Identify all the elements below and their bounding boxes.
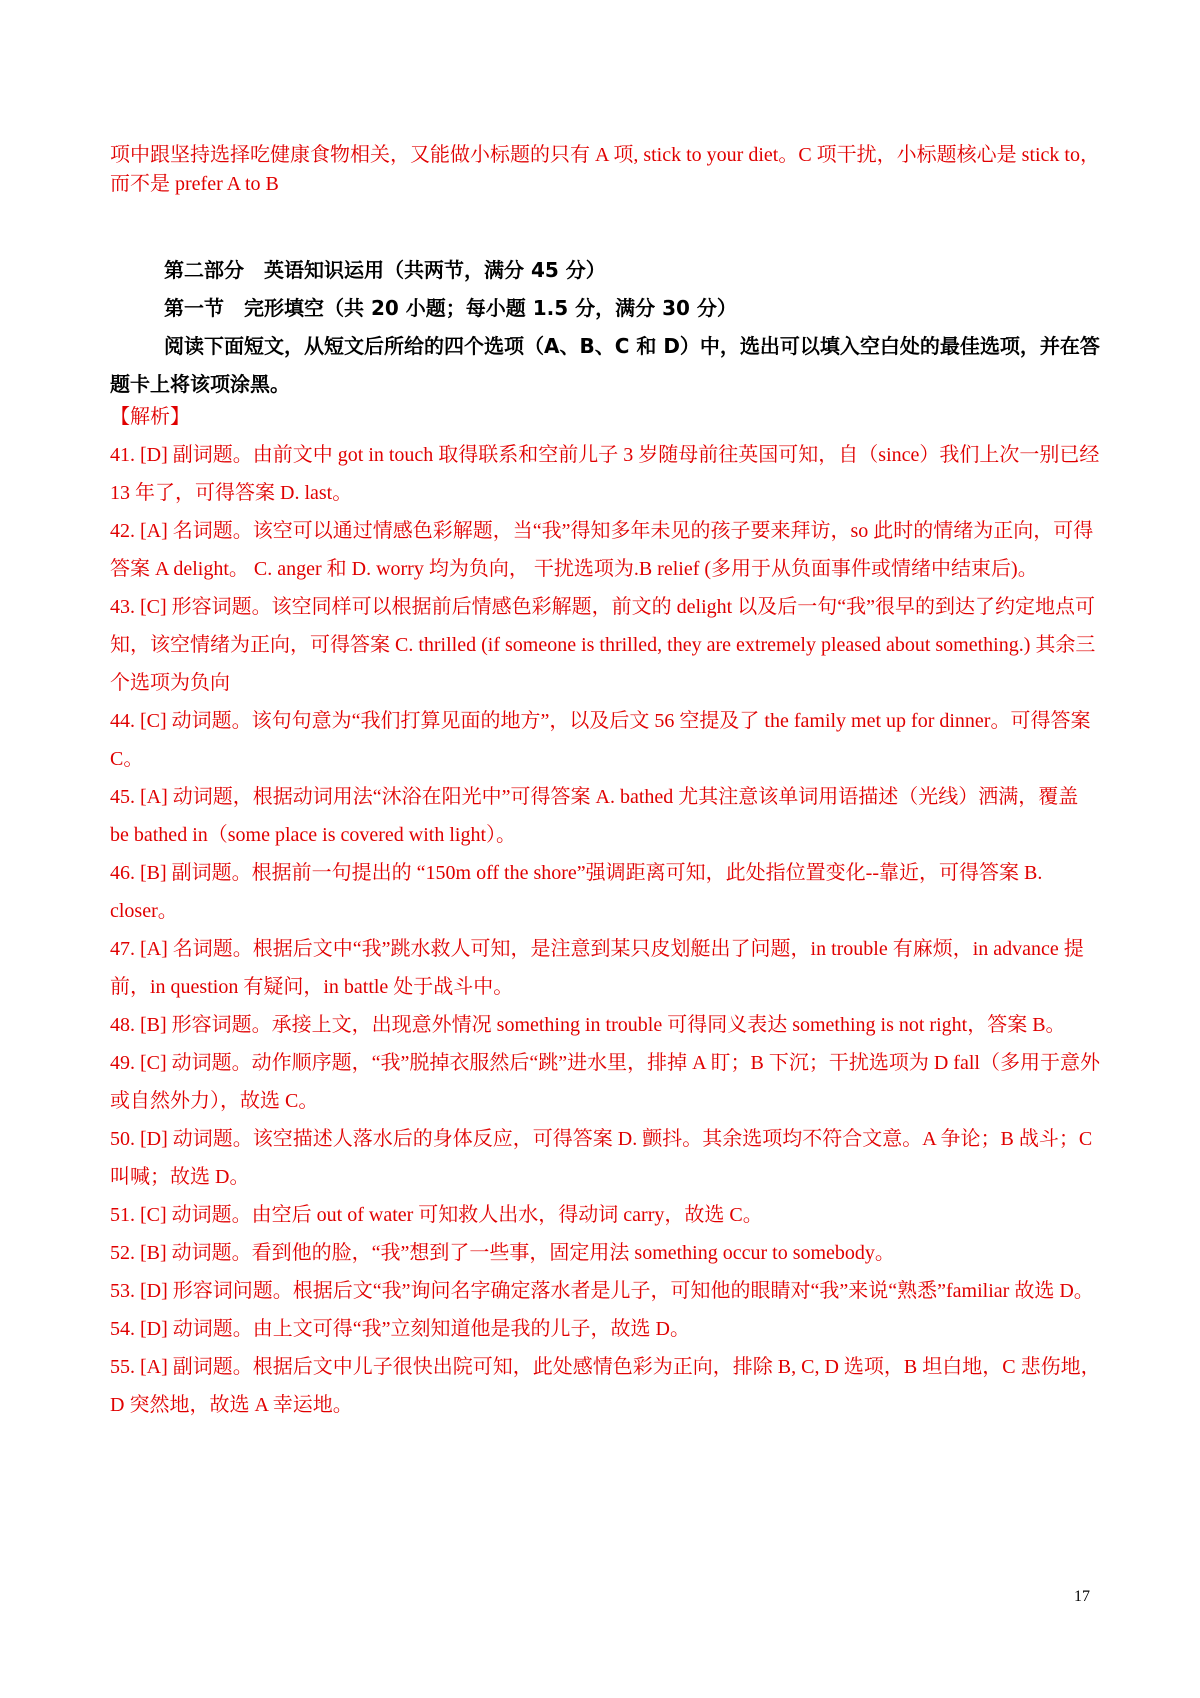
answer-item-43: 43. [C] 形容词题。该空同样可以根据前后情感色彩解题，前文的 delight 以及后一句“我”很早的到达了约定地点可知，该空情绪为正向，可得答案 C. thrilled (if someone is thrilled, they are extremely pleased about something.) 其余三个选项为负向 (110, 596, 1096, 694)
answer-item-51: 51. [C] 动词题。由空后 out of water 可知救人出水，得动词 carry，故选 C。 (110, 1204, 763, 1226)
answer-item-45: 45. [A] 动词题，根据动词用法“沐浴在阳光中”可得答案 A. bathed 尤其注意该单词用语描述（光线）洒满，覆盖 be bathed in（some place is covered with light）。 (110, 786, 1079, 846)
answer-item-41: 41. [D] 副词题。由前文中 got in touch 取得联系和空前儿子 3 岁随母前往英国可知，自（since）我们上次一别已经 13 年了，可得答案 D. last。 (110, 444, 1100, 504)
answer-item-50: 50. [D] 动词题。该空描述人落水后的身体反应，可得答案 D. 颤抖。其余选项均不符合文意。A 争论；B 战斗；C 叫喊；故选 D。 (110, 1128, 1093, 1188)
intro-paragraph: 项中跟坚持选择吃健康食物相关，又能做小标题的只有 A 项, stick to your diet。C 项干扰，小标题核心是 stick to，而不是 prefer A to B (110, 144, 1100, 195)
answer-list (110, 436, 1102, 1424)
answer-item-47: 47. [A] 名词题。根据后文中“我”跳水救人可知，是注意到某只皮划艇出了问题，in trouble 有麻烦，in advance 提前，in question 有疑问，in battle 处于战斗中。 (110, 938, 1084, 998)
page-number: 17 (1074, 1588, 1090, 1605)
analysis-label: 【解析】 (110, 406, 190, 428)
heading-block (110, 251, 1102, 403)
answer-item-55: 55. [A] 副词题。根据后文中儿子很快出院可知，此处感情色彩为正向，排除 B, C, D 选项，B 坦白地，C 悲伤地，D 突然地，故选 A 幸运地。 (110, 1356, 1101, 1416)
answer-item-44: 44. [C] 动词题。该句句意为“我们打算见面的地方”，以及后文 56 空提及了 the family met up for dinner。可得答案 C。 (110, 710, 1091, 770)
answer-item-42: 42. [A] 名词题。该空可以通过情感色彩解题，当“我”得知多年未见的孩子要来拜访，so 此时的情绪为正向，可得答案 A delight。 C. anger 和 D. worry 均为负向， 干扰选项为.B relief (多用于从负面事件或情绪中结束后)。 (110, 520, 1094, 580)
subsection-heading: 第一节 完形填空（共 20 小题；每小题 1.5 分，满分 30 分） (164, 296, 737, 320)
answer-item-52: 52. [B] 动词题。看到他的脸，“我”想到了一些事，固定用法 something occur to somebody。 (110, 1242, 895, 1264)
answer-item-49: 49. [C] 动词题。动作顺序题，“我”脱掉衣服然后“跳”进水里，排掉 A 盯；B 下沉；干扰选项为 D fall（多用于意外或自然外力），故选 C。 (110, 1052, 1100, 1112)
answer-item-54: 54. [D] 动词题。由上文可得“我”立刻知道他是我的儿子，故选 D。 (110, 1318, 690, 1340)
answer-item-46: 46. [B] 副词题。根据前一句提出的 “150m off the shore”强调距离可知，此处指位置变化--靠近，可得答案 B. closer。 (110, 862, 1043, 922)
section-heading: 第二部分 英语知识运用（共两节，满分 45 分） (164, 258, 606, 282)
instructions: 阅读下面短文，从短文后所给的四个选项（A、B、C 和 D）中，选出可以填入空白处的最佳选项，并在答题卡上将该项涂黑。 (110, 334, 1100, 396)
answer-item-53: 53. [D] 形容词问题。根据后文“我”询问名字确定落水者是儿子，可知他的眼睛对“我”来说“熟悉”familiar 故选 D。 (110, 1280, 1094, 1302)
answer-item-48: 48. [B] 形容词题。承接上文，出现意外情况 something in trouble 可得同义表达 something is not right，答案 B。 (110, 1014, 1066, 1036)
